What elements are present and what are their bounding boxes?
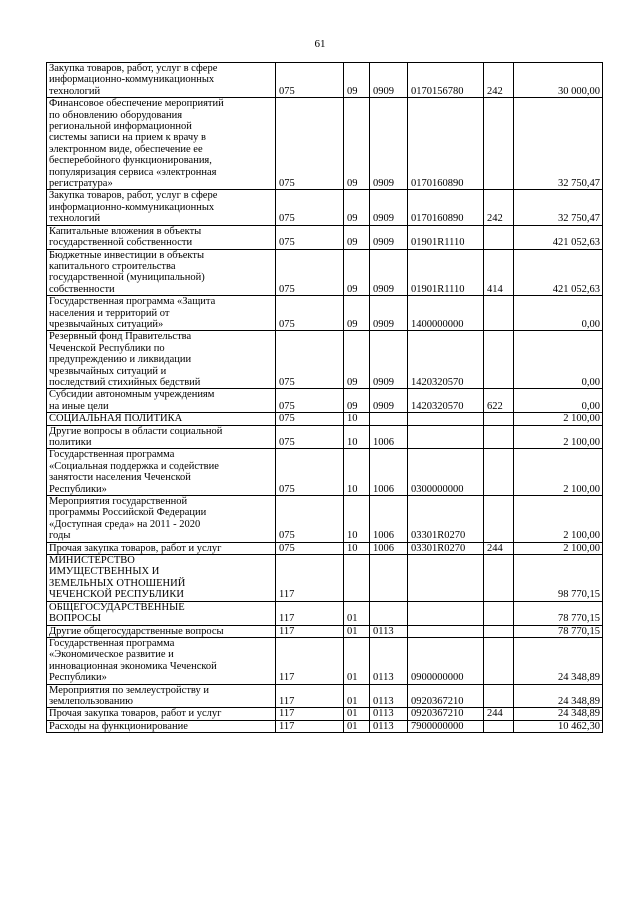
cell-amount: 78 770,15 — [514, 625, 603, 637]
cell-amount: 10 462,30 — [514, 720, 603, 732]
cell-name: Субсидии автономным учреждениям на иные цели — [47, 389, 276, 413]
cell-amount: 0,00 — [514, 331, 603, 389]
cell-pr: 0909 — [370, 190, 408, 225]
cell-csr — [408, 625, 484, 637]
cell-pr: 0113 — [370, 708, 408, 720]
cell-csr: 7900000000 — [408, 720, 484, 732]
cell-pr: 0909 — [370, 296, 408, 331]
cell-rz: 10 — [344, 496, 370, 543]
cell-vr — [484, 637, 514, 684]
cell-amount: 2 100,00 — [514, 449, 603, 496]
cell-pr — [370, 601, 408, 625]
cell-name: Прочая закупка товаров, работ и услуг — [47, 708, 276, 720]
cell-pr — [370, 555, 408, 602]
cell-csr — [408, 425, 484, 449]
cell-rz: 01 — [344, 637, 370, 684]
cell-amount: 0,00 — [514, 296, 603, 331]
cell-grbs: 117 — [276, 720, 344, 732]
cell-amount: 24 348,89 — [514, 684, 603, 708]
cell-csr: 1400000000 — [408, 296, 484, 331]
cell-pr: 1006 — [370, 542, 408, 554]
table-row — [47, 98, 603, 190]
cell-vr: 242 — [484, 190, 514, 225]
cell-amount: 0,00 — [514, 389, 603, 413]
cell-vr: 244 — [484, 708, 514, 720]
cell-rz: 10 — [344, 413, 370, 425]
cell-rz: 09 — [344, 98, 370, 190]
cell-vr — [484, 449, 514, 496]
cell-pr: 0113 — [370, 637, 408, 684]
table-row — [47, 389, 603, 413]
cell-pr — [370, 413, 408, 425]
cell-pr: 1006 — [370, 449, 408, 496]
table-row — [47, 708, 603, 720]
cell-amount: 78 770,15 — [514, 601, 603, 625]
budget-table — [46, 62, 603, 733]
cell-vr — [484, 625, 514, 637]
cell-vr: 622 — [484, 389, 514, 413]
table-row — [47, 625, 603, 637]
cell-grbs: 075 — [276, 449, 344, 496]
cell-pr: 0909 — [370, 389, 408, 413]
cell-grbs: 117 — [276, 637, 344, 684]
cell-grbs: 075 — [276, 496, 344, 543]
cell-grbs: 075 — [276, 331, 344, 389]
cell-vr — [484, 225, 514, 249]
table-row — [47, 413, 603, 425]
cell-name: Финансовое обеспечение мероприятий по обновлению оборудования региональной информационной системы записи на прием к врачу в электронном виде, обеспечение ее бесперебойного функционирования, популяризация сервиса «электронная регистратура» — [47, 98, 276, 190]
cell-amount: 421 052,63 — [514, 225, 603, 249]
cell-rz: 01 — [344, 684, 370, 708]
cell-name: Другие общегосударственные вопросы — [47, 625, 276, 637]
cell-amount: 2 100,00 — [514, 496, 603, 543]
table-row — [47, 542, 603, 554]
cell-csr: 03301R0270 — [408, 542, 484, 554]
cell-grbs: 075 — [276, 63, 344, 98]
table-row — [47, 684, 603, 708]
cell-pr: 0909 — [370, 225, 408, 249]
cell-vr — [484, 98, 514, 190]
cell-csr: 0900000000 — [408, 637, 484, 684]
cell-rz — [344, 555, 370, 602]
cell-name: Закупка товаров, работ, услуг в сфере информационно-коммуникационных технологий — [47, 63, 276, 98]
cell-name: ОБЩЕГОСУДАРСТВЕННЫЕ ВОПРОСЫ — [47, 601, 276, 625]
cell-vr — [484, 684, 514, 708]
cell-vr — [484, 425, 514, 449]
cell-name: Мероприятия государственной программы Российской Федерации «Доступная среда» на 2011 - 2020 годы — [47, 496, 276, 543]
cell-grbs: 117 — [276, 684, 344, 708]
cell-rz: 09 — [344, 331, 370, 389]
cell-name: Мероприятия по землеустройству и землепользованию — [47, 684, 276, 708]
cell-rz: 10 — [344, 449, 370, 496]
cell-grbs: 117 — [276, 601, 344, 625]
cell-csr: 0170160890 — [408, 98, 484, 190]
cell-name: МИНИСТЕРСТВО ИМУЩЕСТВЕННЫХ И ЗЕМЕЛЬНЫХ ОТНОШЕНИЙ ЧЕЧЕНСКОЙ РЕСПУБЛИКИ — [47, 555, 276, 602]
cell-pr: 1006 — [370, 425, 408, 449]
table-row — [47, 720, 603, 732]
cell-rz: 10 — [344, 425, 370, 449]
cell-rz: 09 — [344, 249, 370, 296]
cell-csr: 0170156780 — [408, 63, 484, 98]
cell-grbs: 075 — [276, 296, 344, 331]
cell-vr — [484, 296, 514, 331]
cell-grbs: 075 — [276, 98, 344, 190]
table-row — [47, 637, 603, 684]
cell-amount: 32 750,47 — [514, 98, 603, 190]
table-row — [47, 296, 603, 331]
table-row — [47, 190, 603, 225]
cell-amount: 2 100,00 — [514, 413, 603, 425]
cell-vr — [484, 720, 514, 732]
cell-amount: 98 770,15 — [514, 555, 603, 602]
table-row — [47, 249, 603, 296]
cell-pr: 0909 — [370, 331, 408, 389]
cell-pr: 0909 — [370, 98, 408, 190]
cell-csr: 1420320570 — [408, 389, 484, 413]
cell-vr — [484, 496, 514, 543]
cell-name: СОЦИАЛЬНАЯ ПОЛИТИКА — [47, 413, 276, 425]
cell-pr: 0909 — [370, 249, 408, 296]
cell-amount: 2 100,00 — [514, 425, 603, 449]
table-row — [47, 331, 603, 389]
cell-vr — [484, 331, 514, 389]
cell-rz: 09 — [344, 63, 370, 98]
cell-name: Другие вопросы в области социальной политики — [47, 425, 276, 449]
cell-name: Государственная программа «Защита населения и территорий от чрезвычайных ситуаций» — [47, 296, 276, 331]
cell-rz: 10 — [344, 542, 370, 554]
cell-rz: 09 — [344, 389, 370, 413]
table-row — [47, 225, 603, 249]
cell-csr: 01901R1110 — [408, 249, 484, 296]
cell-name: Бюджетные инвестиции в объекты капитального строительства государственной (муниципальной) собственности — [47, 249, 276, 296]
cell-pr: 0909 — [370, 63, 408, 98]
cell-grbs: 075 — [276, 425, 344, 449]
cell-csr — [408, 555, 484, 602]
cell-name: Расходы на функционирование — [47, 720, 276, 732]
cell-grbs: 117 — [276, 625, 344, 637]
cell-grbs: 075 — [276, 389, 344, 413]
cell-pr: 0113 — [370, 625, 408, 637]
cell-csr: 0170160890 — [408, 190, 484, 225]
cell-vr — [484, 601, 514, 625]
cell-amount: 32 750,47 — [514, 190, 603, 225]
cell-vr — [484, 413, 514, 425]
cell-grbs: 075 — [276, 225, 344, 249]
cell-grbs: 117 — [276, 708, 344, 720]
cell-csr: 03301R0270 — [408, 496, 484, 543]
cell-name: Государственная программа «Экономическое развитие и инновационная экономика Чеченской Республики» — [47, 637, 276, 684]
cell-csr: 0920367210 — [408, 684, 484, 708]
cell-rz: 01 — [344, 708, 370, 720]
cell-csr: 01901R1110 — [408, 225, 484, 249]
cell-name: Закупка товаров, работ, услуг в сфере информационно-коммуникационных технологий — [47, 190, 276, 225]
cell-csr — [408, 413, 484, 425]
cell-vr: 242 — [484, 63, 514, 98]
cell-csr: 0300000000 — [408, 449, 484, 496]
cell-amount: 30 000,00 — [514, 63, 603, 98]
cell-rz: 01 — [344, 625, 370, 637]
table-row — [47, 425, 603, 449]
cell-pr: 1006 — [370, 496, 408, 543]
cell-pr: 0113 — [370, 720, 408, 732]
table-row — [47, 555, 603, 602]
cell-csr: 1420320570 — [408, 331, 484, 389]
table-row — [47, 63, 603, 98]
cell-pr: 0113 — [370, 684, 408, 708]
cell-rz: 09 — [344, 225, 370, 249]
cell-csr: 0920367210 — [408, 708, 484, 720]
table-row — [47, 449, 603, 496]
page-number: 61 — [314, 38, 326, 50]
cell-name: Резервный фонд Правительства Чеченской Республики по предупреждению и ликвидации чрезвычайных ситуаций и последствий стихийных бедствий — [47, 331, 276, 389]
cell-rz: 09 — [344, 190, 370, 225]
cell-name: Прочая закупка товаров, работ и услуг — [47, 542, 276, 554]
cell-rz: 01 — [344, 601, 370, 625]
cell-name: Капитальные вложения в объекты государственной собственности — [47, 225, 276, 249]
cell-vr: 244 — [484, 542, 514, 554]
cell-grbs: 075 — [276, 249, 344, 296]
cell-rz: 09 — [344, 296, 370, 331]
cell-amount: 24 348,89 — [514, 637, 603, 684]
cell-vr: 414 — [484, 249, 514, 296]
cell-csr — [408, 601, 484, 625]
cell-amount: 24 348,89 — [514, 708, 603, 720]
cell-grbs: 075 — [276, 542, 344, 554]
table-row — [47, 496, 603, 543]
table-body — [47, 63, 603, 733]
cell-amount: 2 100,00 — [514, 542, 603, 554]
cell-grbs: 075 — [276, 190, 344, 225]
cell-grbs: 117 — [276, 555, 344, 602]
cell-amount: 421 052,63 — [514, 249, 603, 296]
cell-grbs: 075 — [276, 413, 344, 425]
cell-vr — [484, 555, 514, 602]
cell-name: Государственная программа «Социальная поддержка и содействие занятости населения Чеченской Республики» — [47, 449, 276, 496]
table-row — [47, 601, 603, 625]
cell-rz: 01 — [344, 720, 370, 732]
